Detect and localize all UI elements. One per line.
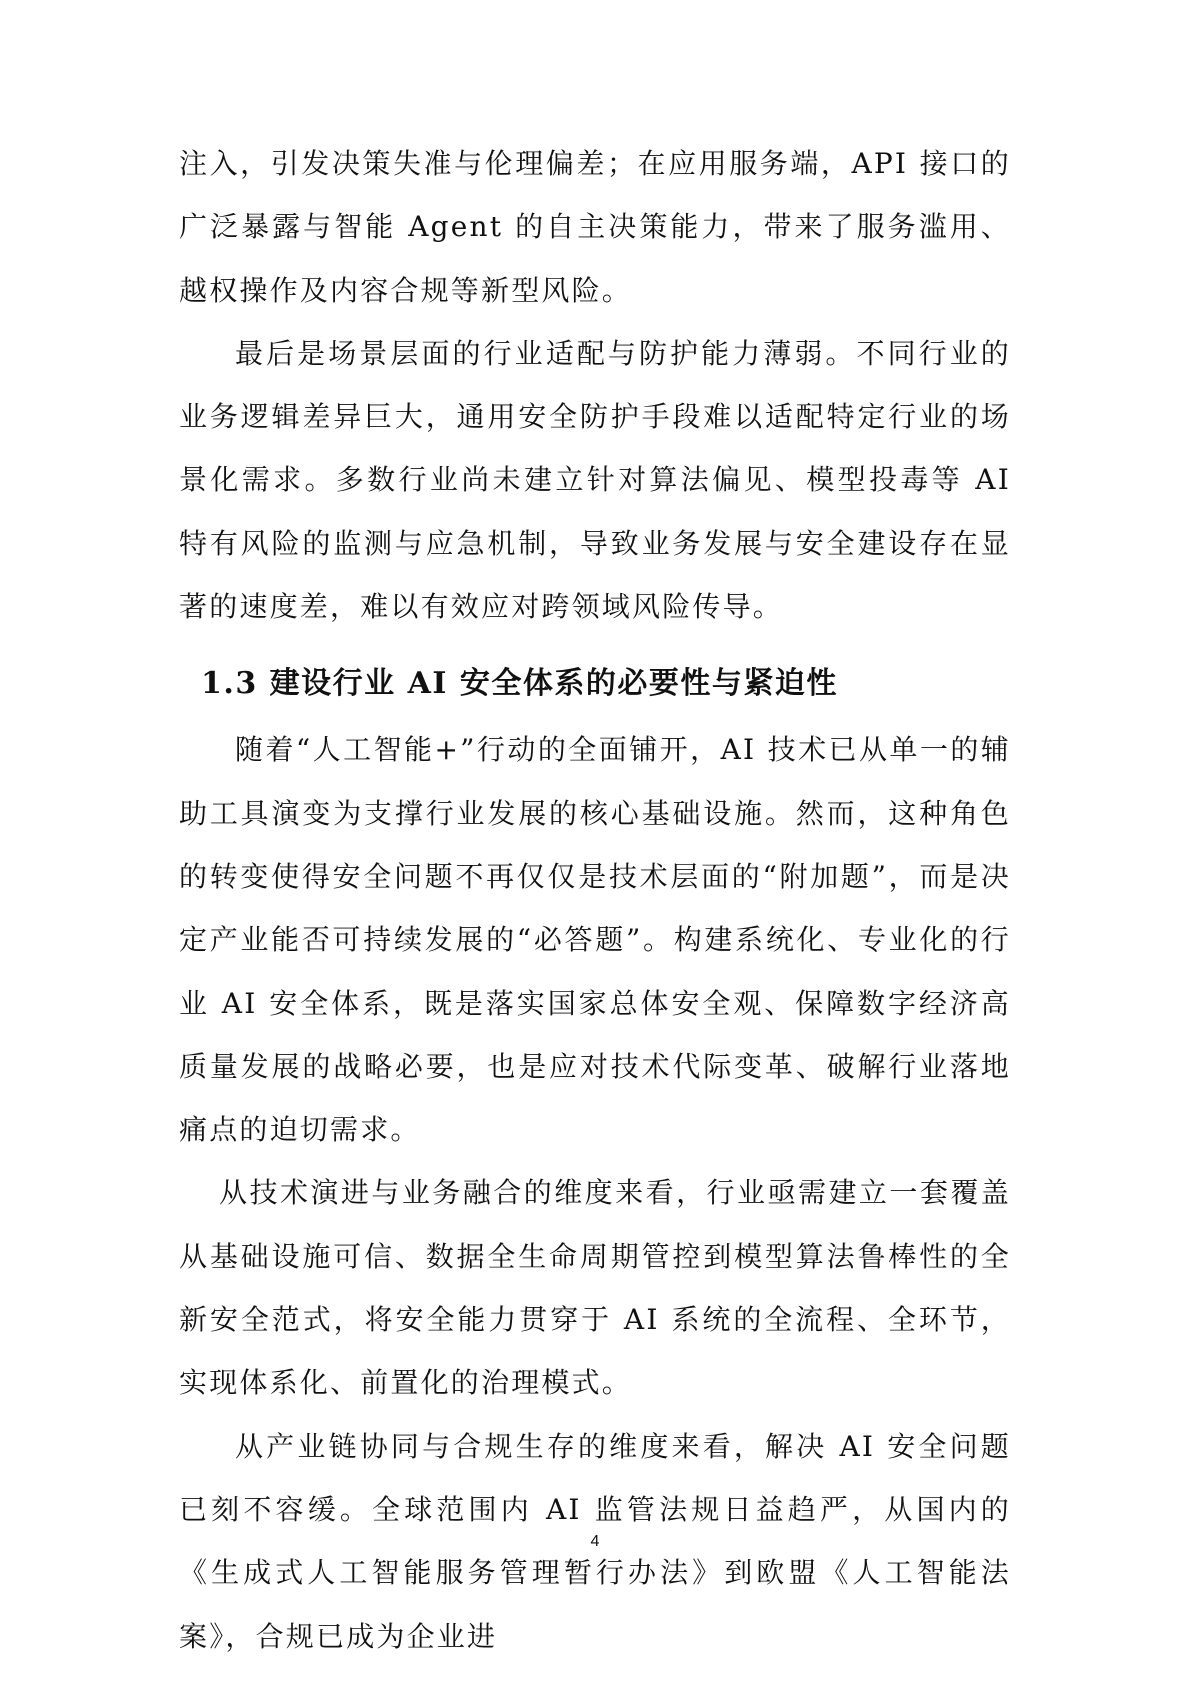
paragraph-compliance-dimension: 从产业链协同与合规生存的维度来看，解决 AI 安全问题已刻不容缓。全球范围内 AI 监管法规日益趋严，从国内的《生成式人工智能服务管理暂行办法》到欧盟《人工智能法案》，合规已成为企业进 xyxy=(179,1429,1011,1653)
paragraph-technical-dimension: 从技术演进与业务融合的维度来看，行业亟需建立一套覆盖从基础设施可信、数据全生命周期管控到模型算法鲁棒性的全新安全范式，将安全能力贯穿于 AI 系统的全流程、全环节，实现体系化、前置化的治理模式。 xyxy=(179,1176,1011,1400)
paragraph-necessity-intro: 随着“人工智能+”行动的全面铺开，AI 技术已从单一的辅助工具演变为支撑行业发展的核心基础设施。然而，这种角色的转变使得安全问题不再仅仅是技术层面的“附加题”，而是决定产业能否可持续发展的“必答题”。构建系统化、专业化的行业 AI 安全体系，既是落实国家总体安全观、保障数字经济高质量发展的战略必要，也是应对技术代际变革、破解行业落地痛点的迫切需求。 xyxy=(179,733,1011,1147)
paragraph-scenario-weakness: 最后是场景层面的行业适配与防护能力薄弱。不同行业的业务逻辑差异巨大，通用安全防护手段难以适配特定行业的场景化需求。多数行业尚未建立针对算法偏见、模型投毒等 AI 特有风险的监测与应急机制，导致业务发展与安全建设存在显著的速度差，难以有效应对跨领域风险传导。 xyxy=(179,336,1011,624)
page-number: 4 xyxy=(590,1533,600,1550)
paragraph-risk-continuation: 注入，引发决策失准与伦理偏差；在应用服务端，API 接口的广泛暴露与智能 Agent 的自主决策能力，带来了服务滥用、越权操作及内容合规等新型风险。 xyxy=(179,147,1011,307)
document-body xyxy=(179,132,1011,1668)
section-heading: 1.3 建设行业 AI 安全体系的必要性与紧迫性 xyxy=(201,666,838,702)
